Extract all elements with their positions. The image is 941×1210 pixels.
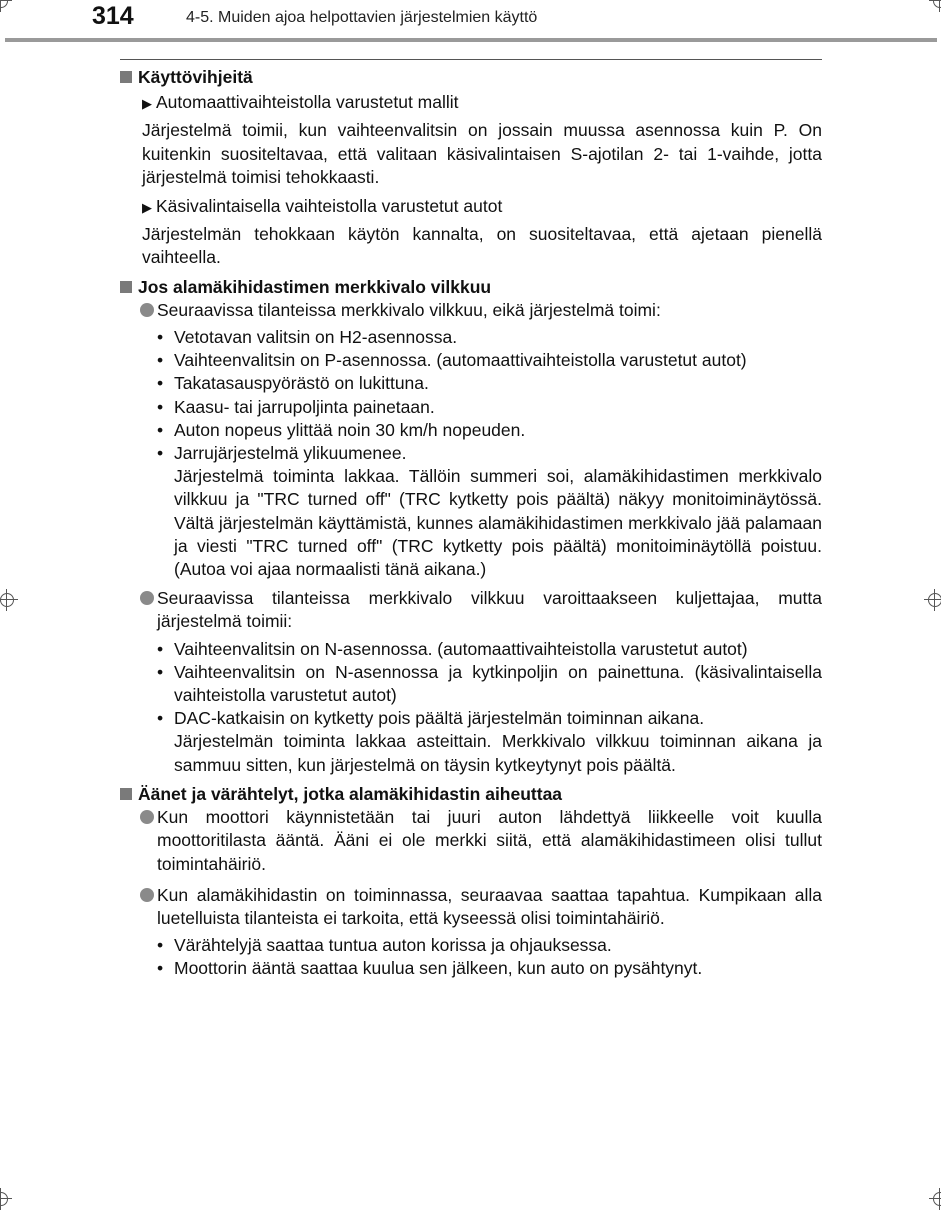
circle-bullet-icon [140, 810, 154, 824]
list-item: Kun moottori käynnistetään tai juuri auton lähdettyä liikkeelle voit kuulla moottoritilasta ääntä. Ääni ei ole merkki siitä, että alamäkihidastimeen olisi tullut toimintahäiriö. [120, 806, 822, 876]
paragraph-manual: Järjestelmän tehokkaan käytön kannalta, on suositeltavaa, että ajetaan pienellä vaihteella. [142, 224, 822, 268]
bullet-item: • Jarrujärjestelmä ylikuumenee. Järjestelmä toiminta lakkaa. Tällöin summeri soi, alamäkihidastimen merkkivalo vilkkuu ja "TRC turned off" (TRC kytketty pois päältä) näkyy monitoiminäytössä. Vältä järjestelmän käyttämistä, kunnes alamäkihidastimen merkkivalo jää palamaan ja viesti "TRC turned off" (TRC kytketty pois päältä) monitoiminäytöllä poistuu. (Autoa voi ajaa normaalisti tänä aikana.) [120, 442, 822, 581]
crop-mark-left [0, 589, 18, 611]
bullet-list [120, 638, 822, 777]
square-marker-icon [120, 788, 132, 800]
bullet-continuation: Järjestelmän toiminta lakkaa asteittain. Merkkivalo vilkkuu toiminnan aikana ja sammuu sitten, kun järjestelmä on täysin kytkeytynyt pois päältä. [174, 731, 822, 775]
bullet-item: • Moottorin ääntä saattaa kuulua sen jälkeen, kun auto on pysähtynyt. [157, 958, 703, 979]
bullet-item: • Vetotavan valitsin on H2-asennossa. [157, 327, 458, 348]
triangle-right-icon: ▶ [142, 200, 152, 216]
square-marker-icon [120, 71, 132, 83]
bullet-item: • Auton nopeus ylittää noin 30 km/h nopeuden. [157, 419, 526, 440]
bullet-item: • Vaihteenvalitsin on N-asennossa ja kytkinpoljin on painettuna. (käsivalintaisella vaihteistolla varustetut autot) [157, 661, 822, 706]
circle-bullet-icon [140, 303, 154, 317]
paragraph-auto: Järjestelmä toimii, kun vaihteenvalitsin on jossain muussa asennossa kuin P. On kuitenkin suositeltavaa, että valitaan käsivalintaisen S-ajotilan 2- tai 1-vaihde, jotta järjestelmä toimisi tehokkaasti. [142, 120, 822, 187]
bullet-item: • Takatasauspyörästö on lukittuna. [157, 373, 429, 394]
bullet-list [120, 326, 822, 581]
circle-bullet-icon [140, 888, 154, 902]
list-item: Seuraavissa tilanteissa merkkivalo vilkkuu, eikä järjestelmä toimi: [120, 299, 822, 322]
bullet-item: • Kaasu- tai jarrupoljinta painetaan. [157, 396, 435, 417]
bullet-list [120, 934, 822, 980]
circle-bullet-icon [140, 591, 154, 605]
header-rule [5, 38, 937, 42]
subheading-auto: ▶ Automaattivaihteistolla varustetut mallit [142, 92, 459, 113]
crop-mark-bottom-left [0, 1188, 12, 1210]
bullet-item: • Värähtelyjä saattaa tuntua auton korissa ja ohjauksessa. [157, 935, 612, 956]
bullet-continuation: Järjestelmä toiminta lakkaa. Tällöin summeri soi, alamäkihidastimen merkkivalo vilkkuu ja "TRC turned off" (TRC kytketty pois päältä) näkyy monitoiminäytössä. Vältä järjestelmän käyttämistä, kunnes alamäkihidastimen merkkivalo jää palamaan ja viesti "TRC turned off" (TRC kytketty pois päältä) monitoiminäytöllä poistuu. (Autoa voi ajaa normaalisti tänä aikana.) [174, 466, 822, 580]
section-title: 4-5. Muiden ajoa helpottavien järjestelmien käyttö [186, 9, 538, 26]
bullet-item: • Vaihteenvalitsin on P-asennossa. (automaattivaihteistolla varustetut autot) [157, 350, 747, 371]
bullet-item: • Vaihteenvalitsin on N-asennossa. (automaattivaihteistolla varustetut autot) [157, 638, 748, 659]
list-item: Kun alamäkihidastin on toiminnassa, seuraavaa saattaa tapahtua. Kumpikaan alla luetelluista tilanteista ei tarkoita, että kyseessä olisi toimintahäiriö. [120, 884, 822, 930]
page-number: 314 [92, 2, 134, 30]
triangle-right-icon: ▶ [142, 96, 152, 112]
page-content [120, 66, 822, 987]
content-top-rule [120, 59, 822, 60]
heading-blink: Jos alamäkihidastimen merkkivalo vilkkuu [120, 276, 822, 299]
crop-mark-right [924, 589, 941, 611]
square-marker-icon [120, 281, 132, 293]
heading-tips: Käyttövihjeitä [120, 66, 822, 89]
list-item: Seuraavissa tilanteissa merkkivalo vilkkuu varoittaakseen kuljettajaa, mutta järjestelmä toimii: [120, 587, 822, 633]
heading-sounds: Äänet ja värähtelyt, jotka alamäkihidastin aiheuttaa [120, 783, 822, 806]
page-header [0, 0, 941, 44]
subheading-manual: ▶ Käsivalintaisella vaihteistolla varustetut autot [142, 196, 503, 217]
crop-mark-bottom-right [929, 1188, 941, 1210]
bullet-item: • DAC-katkaisin on kytketty pois päältä järjestelmän toiminnan aikana. Järjestelmän toiminta lakkaa asteittain. Merkkivalo vilkkuu toiminnan aikana ja sammuu sitten, kun järjestelmä on täysin kytkeytynyt pois päältä. [120, 707, 822, 777]
